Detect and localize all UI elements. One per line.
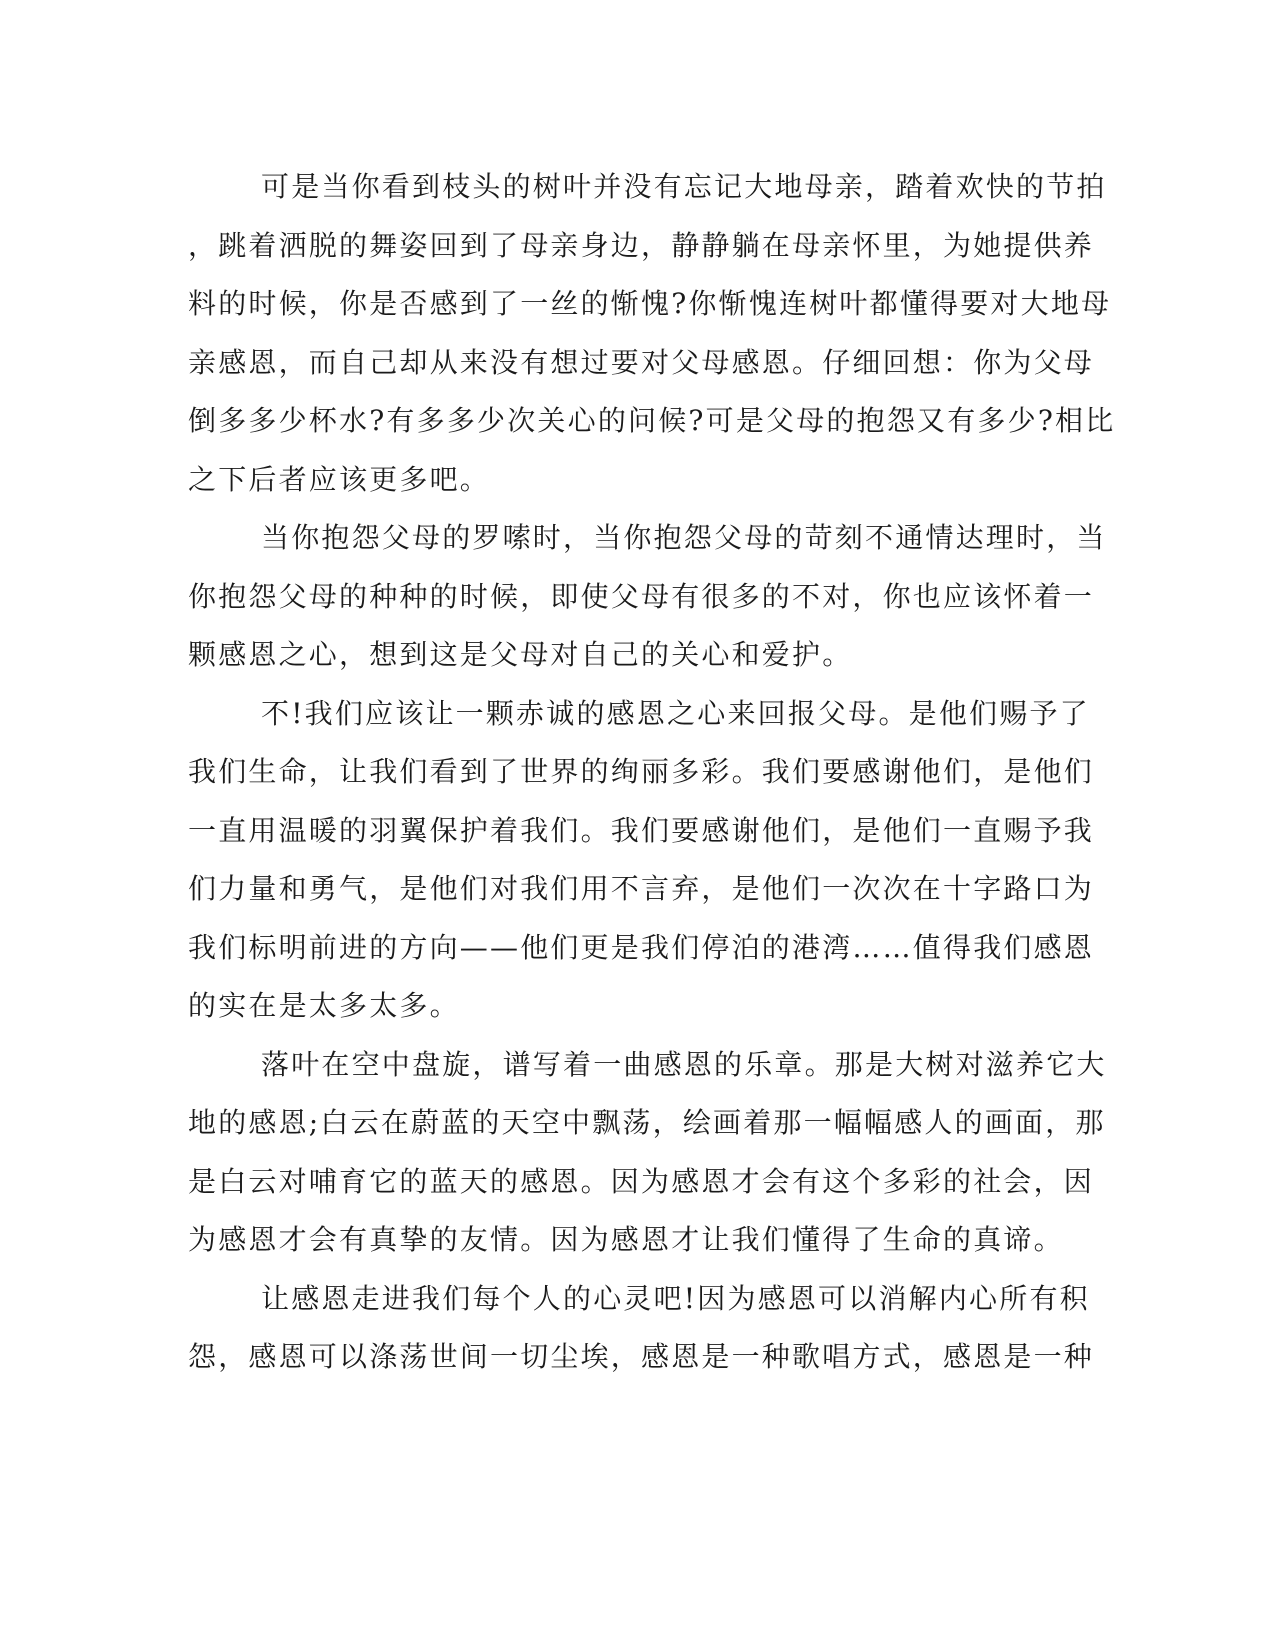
text-line: 为感恩才会有真挚的友情。因为感恩才让我们懂得了生命的真谛。 bbox=[188, 1223, 1064, 1256]
text-line: 是白云对哺育它的蓝天的感恩。因为感恩才会有这个多彩的社会，因 bbox=[188, 1164, 1095, 1198]
paragraph-1 bbox=[188, 158, 1116, 509]
paragraph-5 bbox=[188, 1270, 1095, 1387]
text-line: 们力量和勇气，是他们对我们用不言弃，是他们一次次在十字路口为 bbox=[188, 872, 1095, 905]
text-line: 怨，感恩可以涤荡世间一切尘埃，感恩是一种歌唱方式，感恩是一种 bbox=[188, 1340, 1095, 1373]
paragraph-3 bbox=[188, 685, 1095, 1036]
text-line: 你抱怨父母的种种的时候，即使父母有很多的不对，你也应该怀着一 bbox=[188, 579, 1095, 613]
text-line: 料的时候，你是否感到了一丝的惭愧?你惭愧连树叶都懂得要对大地母 bbox=[188, 287, 1112, 320]
text-line: 当你抱怨父母的罗嗦时，当你抱怨父母的苛刻不通情达理时，当 bbox=[261, 521, 1107, 554]
paragraph-4 bbox=[188, 1036, 1107, 1270]
text-line: 的实在是太多太多。 bbox=[188, 989, 460, 1022]
text-line: 亲感恩，而自己却从来没有想过要对父母感恩。仔细回想：你为父母 bbox=[188, 345, 1095, 379]
text-line: 落叶在空中盘旋，谱写着一曲感恩的乐章。那是大树对滋养它大 bbox=[261, 1047, 1107, 1081]
text-line: 不!我们应该让一颗赤诚的感恩之心来回报父母。是他们赐予了 bbox=[261, 696, 1090, 730]
text-line: ，跳着洒脱的舞姿回到了母亲身边，静静躺在母亲怀里，为她提供养 bbox=[188, 228, 1095, 262]
text-line: 倒多多少杯水?有多多少次关心的问候?可是父母的抱怨又有多少?相比 bbox=[188, 404, 1116, 437]
paragraph-2 bbox=[188, 509, 1107, 685]
text-line: 可是当你看到枝头的树叶并没有忘记大地母亲，踏着欢快的节拍 bbox=[261, 170, 1107, 203]
text-line: 地的感恩;白云在蔚蓝的天空中飘荡，绘画着那一幅幅感人的画面，那 bbox=[188, 1106, 1106, 1139]
text-line: 我们生命，让我们看到了世界的绚丽多彩。我们要感谢他们，是他们 bbox=[188, 755, 1095, 788]
document-body bbox=[188, 158, 1116, 1387]
text-line: 一直用温暖的羽翼保护着我们。我们要感谢他们，是他们一直赐予我 bbox=[188, 813, 1095, 847]
text-line: 让感恩走进我们每个人的心灵吧!因为感恩可以消解内心所有积 bbox=[261, 1281, 1090, 1315]
text-line: 我们标明前进的方向——他们更是我们停泊的港湾……值得我们感恩 bbox=[188, 930, 1095, 964]
text-line: 颗感恩之心，想到这是父母对自己的关心和爱护。 bbox=[188, 638, 853, 671]
text-line: 之下后者应该更多吧。 bbox=[188, 462, 491, 496]
